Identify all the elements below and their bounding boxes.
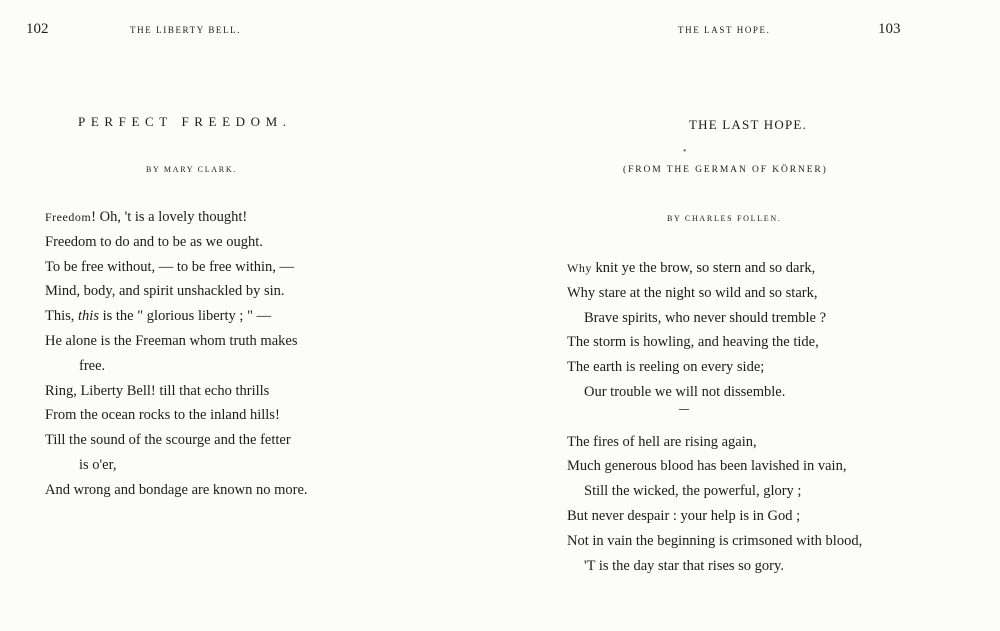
verse-line-indented: 'T is the day star that rises so gory. bbox=[584, 557, 784, 574]
verse-line-indented: Brave spirits, who never should tremble ? bbox=[584, 309, 827, 326]
verse-line-turnover: free. bbox=[79, 357, 106, 374]
verse-line: Till the sound of the scourge and the fetter bbox=[45, 432, 291, 449]
right-page bbox=[500, 0, 1000, 631]
verse-line: This, this is the " glorious liberty ; " — bbox=[45, 308, 272, 325]
emphasis: this bbox=[78, 308, 99, 325]
verse-line-turnover: is o'er, bbox=[79, 456, 117, 473]
verse-line-indented: Still the wicked, the powerful, glory ; bbox=[584, 483, 802, 500]
initial-caps: Freedom bbox=[45, 210, 92, 224]
verse-line: Ring, Liberty Bell! till that echo thrills bbox=[45, 382, 270, 399]
verse-line: He alone is the Freeman whom truth makes bbox=[45, 332, 298, 349]
stanza-divider bbox=[567, 405, 862, 430]
verse-line: Much generous blood has been lavished in vain, bbox=[567, 458, 847, 475]
byline-mary-clark: BY MARY CLARK. bbox=[146, 165, 237, 174]
verse-line: And wrong and bondage are known no more. bbox=[45, 481, 308, 498]
verse-line: The storm is howling, and heaving the tide, bbox=[567, 334, 819, 351]
poem-lines-perfect-freedom bbox=[45, 205, 308, 503]
ornament-mark: * bbox=[683, 148, 687, 156]
right-running-head: THE LAST HOPE. bbox=[678, 25, 771, 35]
left-running-head: THE LIBERTY BELL. bbox=[130, 25, 242, 35]
left-page-number: 102 bbox=[26, 21, 49, 37]
verse-line: Mind, body, and spirit unshackled by sin. bbox=[45, 283, 285, 300]
verse-line: Why knit ye the brow, so stern and so dark, bbox=[567, 260, 816, 276]
verse-line: Freedom to do and to be as we ought. bbox=[45, 233, 263, 250]
poem-lines-last-hope bbox=[567, 256, 862, 578]
verse-line: But never despair : your help is in God ; bbox=[567, 507, 801, 524]
verse-line: Why stare at the night so wild and so stark, bbox=[567, 284, 818, 301]
poem-title-last-hope: THE LAST HOPE. bbox=[688, 117, 808, 132]
poem-subtitle: (FROM THE GERMAN OF KÖRNER) bbox=[623, 165, 828, 175]
verse-line: From the ocean rocks to the inland hills! bbox=[45, 407, 280, 424]
verse-line: The fires of hell are rising again, bbox=[567, 433, 757, 450]
verse-line: Freedom! Oh, 't is a lovely thought! bbox=[45, 209, 248, 225]
right-page-number: 103 bbox=[878, 21, 901, 37]
byline-charles-follen: BY CHARLES FOLLEN. bbox=[667, 214, 782, 223]
verse-line: Not in vain the beginning is crimsoned with blood, bbox=[567, 532, 863, 549]
verse-line: The earth is reeling on every side; bbox=[567, 359, 765, 376]
initial-caps: Why bbox=[567, 261, 592, 275]
verse-line: To be free without, — to be free within, — bbox=[45, 258, 295, 275]
poem-title-perfect-freedom: PERFECT FREEDOM. bbox=[78, 114, 292, 129]
verse-line-indented: Our trouble we will not dissemble. bbox=[584, 383, 786, 400]
